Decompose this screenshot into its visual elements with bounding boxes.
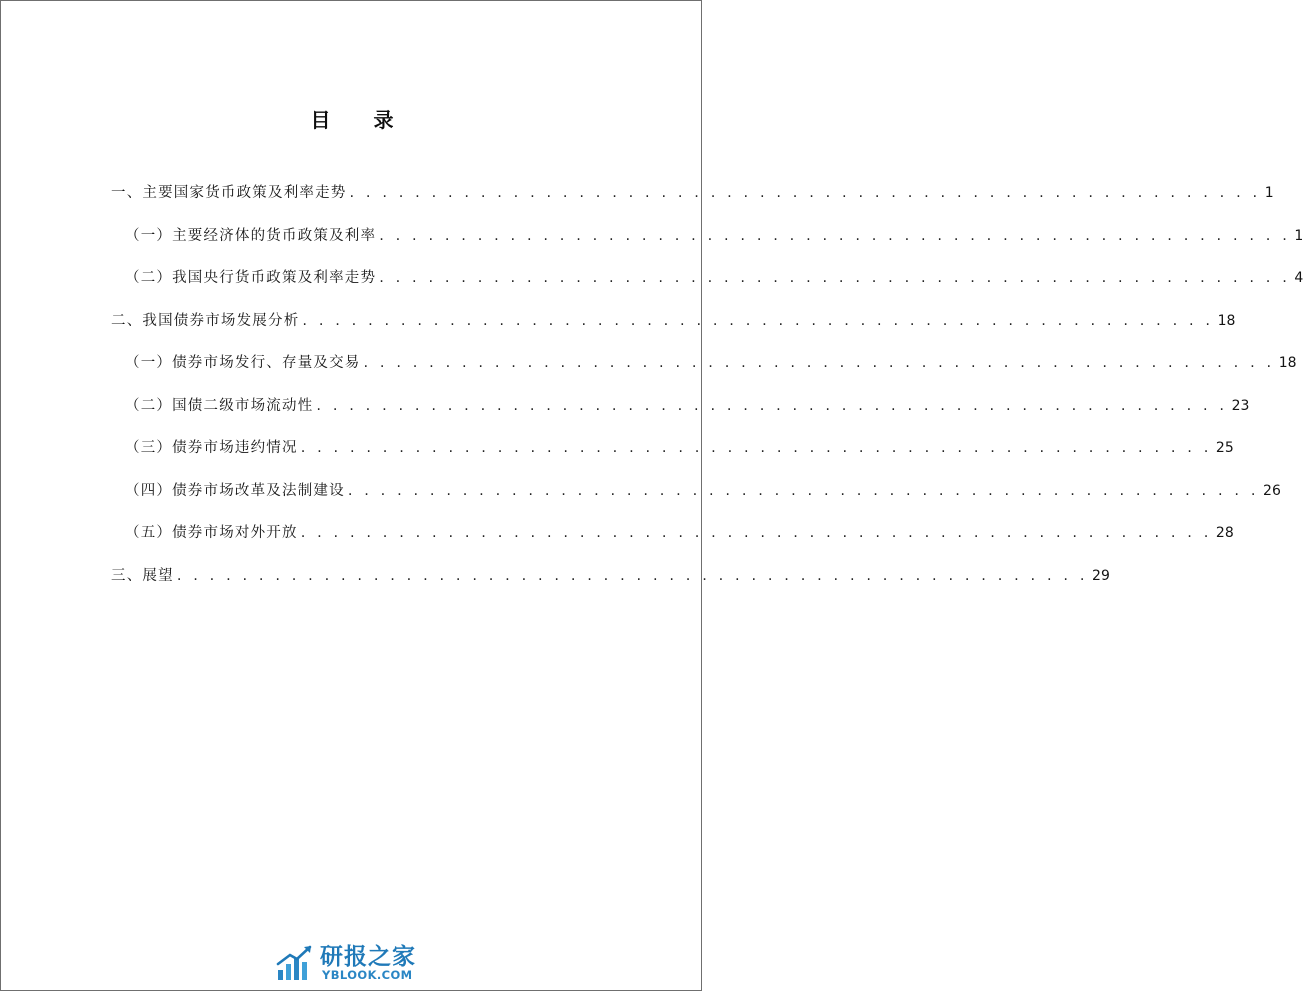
toc-entry-label: （一）主要经济体的货币政策及利率 <box>125 228 377 244</box>
toc-leader-dots: . . . . . . . . . . . . . . . . . . . . . . . . . . . . . . . . . . . . . . . . . . . . . . . . . . . . . . . . <box>300 525 1212 541</box>
toc-entry-label: 二、我国债券市场发展分析 <box>111 313 300 329</box>
toc-entry-page: 4 <box>1294 270 1303 286</box>
toc-leader-dots: . . . . . . . . . . . . . . . . . . . . . . . . . . . . . . . . . . . . . . . . . . . . . . . . . . . . . . . . <box>379 270 1291 286</box>
toc-entry-page: 23 <box>1231 398 1250 414</box>
toc-entry-page: 25 <box>1215 440 1234 456</box>
logo-text-cn: 研报之家 <box>320 944 416 970</box>
toc-entry-page: 18 <box>1217 313 1236 329</box>
toc-entry-label: （四）债券市场改革及法制建设 <box>125 483 345 499</box>
toc-entry-label: 三、展望 <box>111 568 174 584</box>
toc-entry-page: 26 <box>1263 483 1281 499</box>
logo-text-en: YBLOOK.COM <box>322 968 413 982</box>
toc-entry[interactable] <box>125 224 1303 246</box>
toc-entry-page: 28 <box>1215 525 1234 541</box>
toc-entry-label: 一、主要国家货币政策及利率走势 <box>111 185 347 201</box>
toc-entry-page: 29 <box>1092 568 1110 584</box>
toc-entry[interactable] <box>111 564 1110 586</box>
toc-entry[interactable] <box>125 394 1250 416</box>
toc-entry-page: 18 <box>1278 355 1297 371</box>
toc-leader-dots: . . . . . . . . . . . . . . . . . . . . . . . . . . . . . . . . . . . . . . . . . . . . . . . . . . . . . . . . <box>363 355 1275 371</box>
toc-entry[interactable] <box>125 266 1303 288</box>
toc-leader-dots: . . . . . . . . . . . . . . . . . . . . . . . . . . . . . . . . . . . . . . . . . . . . . . . . . . . . . . . . <box>349 185 1261 201</box>
toc-entry[interactable] <box>111 181 1274 203</box>
toc-entry-label: （二）我国央行货币政策及利率走势 <box>125 270 377 286</box>
toc-leader-dots: . . . . . . . . . . . . . . . . . . . . . . . . . . . . . . . . . . . . . . . . . . . . . . . . . . . . . . . . <box>302 313 1214 329</box>
toc-entry-label: （三）债券市场违约情况 <box>125 440 298 456</box>
toc-leader-dots: . . . . . . . . . . . . . . . . . . . . . . . . . . . . . . . . . . . . . . . . . . . . . . . . . . . . . . . . <box>316 398 1228 414</box>
toc-entry[interactable] <box>111 309 1236 331</box>
toc-leader-dots: . . . . . . . . . . . . . . . . . . . . . . . . . . . . . . . . . . . . . . . . . . . . . . . . . . . . . . . . <box>300 440 1212 456</box>
watermark-logo[interactable] <box>276 938 436 986</box>
toc-leader-dots: . . . . . . . . . . . . . . . . . . . . . . . . . . . . . . . . . . . . . . . . . . . . . . . . . . . . . . . . <box>176 568 1089 584</box>
toc-entry[interactable] <box>125 351 1297 373</box>
bar-chart-growth-icon <box>276 944 316 982</box>
toc-entry-page: 1 <box>1264 185 1274 201</box>
toc-entry-label: （五）债券市场对外开放 <box>125 525 298 541</box>
toc-leader-dots: . . . . . . . . . . . . . . . . . . . . . . . . . . . . . . . . . . . . . . . . . . . . . . . . . . . . . . . . <box>379 228 1291 244</box>
toc-entry-page: 1 <box>1294 228 1303 244</box>
toc-entry[interactable] <box>125 436 1234 458</box>
toc-entry-label: （二）国债二级市场流动性 <box>125 398 314 414</box>
toc-entry-label: （一）债券市场发行、存量及交易 <box>125 355 361 371</box>
toc-leader-dots: . . . . . . . . . . . . . . . . . . . . . . . . . . . . . . . . . . . . . . . . . . . . . . . . . . . . . . . . <box>347 483 1260 499</box>
toc-entry[interactable] <box>125 479 1281 501</box>
page-title: 目 录 <box>310 108 412 132</box>
toc-entry[interactable] <box>125 521 1234 543</box>
